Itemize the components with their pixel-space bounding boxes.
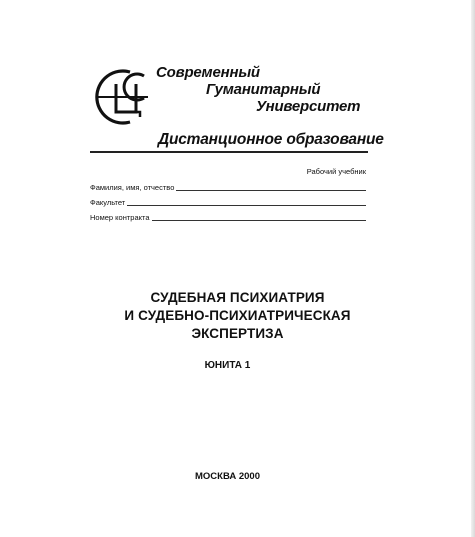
header-divider [90, 151, 368, 153]
university-name-line2: Гуманитарный [206, 81, 321, 98]
university-name-line3: Университет [256, 98, 361, 115]
faculty-field[interactable] [90, 198, 366, 207]
university-monogram-icon [86, 62, 156, 132]
university-name-line1: Современный [156, 64, 260, 81]
unit-number: ЮНИТА 1 [204, 360, 251, 371]
workbook-label: Рабочий учебник [306, 167, 366, 176]
faculty-input-line[interactable] [127, 198, 366, 206]
page-edge [471, 0, 475, 537]
contract-number-input-line[interactable] [152, 213, 366, 221]
document-title-line1: СУДЕБНАЯ ПСИХИАТРИЯ [150, 290, 325, 305]
full-name-input-line[interactable] [176, 183, 366, 191]
contract-number-field[interactable] [90, 213, 366, 222]
document-title [0, 289, 475, 343]
document-title-line3: ЭКСПЕРТИЗА [191, 326, 284, 341]
contract-number-label: Номер контракта [90, 213, 150, 222]
city-year: МОСКВА 2000 [195, 471, 260, 482]
faculty-label: Факультет [90, 198, 126, 207]
full-name-field[interactable] [90, 183, 366, 192]
full-name-label: Фамилия, имя, отчество [90, 183, 175, 192]
document-title-line2: И СУДЕБНО-ПСИХИАТРИЧЕСКАЯ [124, 308, 351, 323]
distance-education-heading: Дистанционное образование [158, 131, 384, 148]
